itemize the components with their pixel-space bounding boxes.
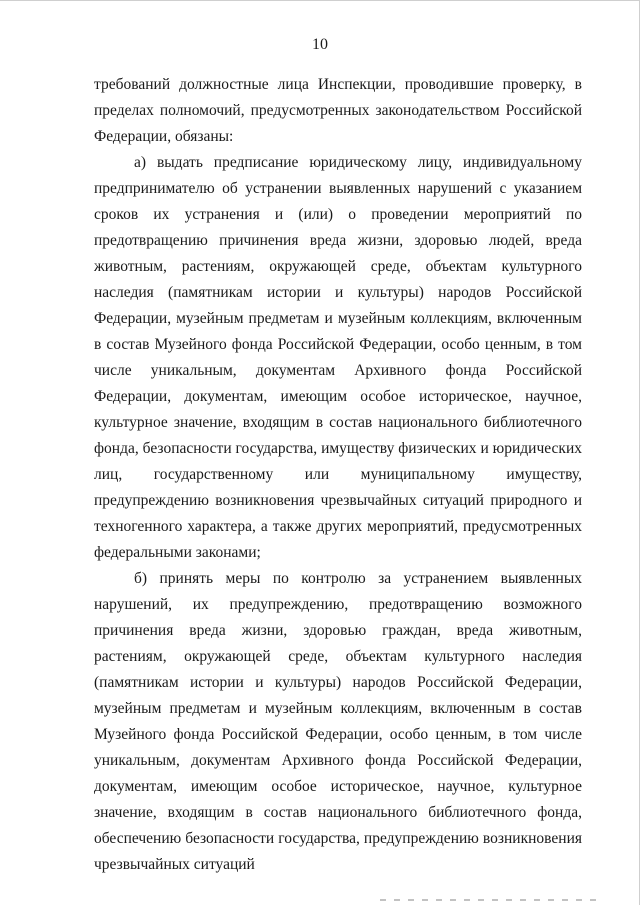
paragraph-item-a: а) выдать предписание юридическому лицу, индивидуальному предпринимателю об устранении выявленных нарушений с указанием сроков их устранения и (или) о проведении мероприятий по предотвращению причинения вреда жизни, здоровью людей, вреда животным, растениям, окружающей среде, объектам культурного наследия (памятникам истории и культуры) народов Российской Федерации, музейным предметам и музейным коллекциям, включенным в состав Музейного фонда Российской Федерации, особо ценным, в том числе уникальным, документам Архивного фонда Российской Федерации, документам, имеющим особое историческое, научное, культурное значение, входящим в состав национального библиотечного фонда, безопасности государства, имуществу физических и юридических лиц, государственному или муниципальному имуществу, предупреждению возникновения чрезвычайных ситуаций природного и техногенного характера, а также других мероприятий, предусмотренных федеральными законами; — [94, 154, 582, 561]
page-number: 10 — [312, 36, 328, 53]
scan-top-edge — [0, 0, 640, 1]
paragraph-intro: требований должностные лица Инспекции, проводившие проверку, в пределах полномочий, предусмотренных законодательством Российской Федерации, обязаны: — [94, 76, 582, 145]
scan-bottom-artifact — [380, 899, 600, 901]
document-body — [94, 72, 582, 878]
paragraph-item-b: б) принять меры по контролю за устранением выявленных нарушений, их предупреждению, предотвращению возможного причинения вреда жизни, здоровью граждан, вреда животным, растениям, окружающей среде, объектам культурного наследия (памятникам истории и культуры) народов Российской Федерации, музейным предметам и музейным коллекциям, включенным в состав Музейного фонда Российской Федерации, особо ценным, в том числе уникальным, документам Архивного фонда Российской Федерации, документам, имеющим особое историческое, научное, культурное значение, входящим в состав национального библиотечного фонда, обеспечению безопасности государства, предупреждению возникновения чрезвычайных ситуаций — [94, 570, 582, 873]
